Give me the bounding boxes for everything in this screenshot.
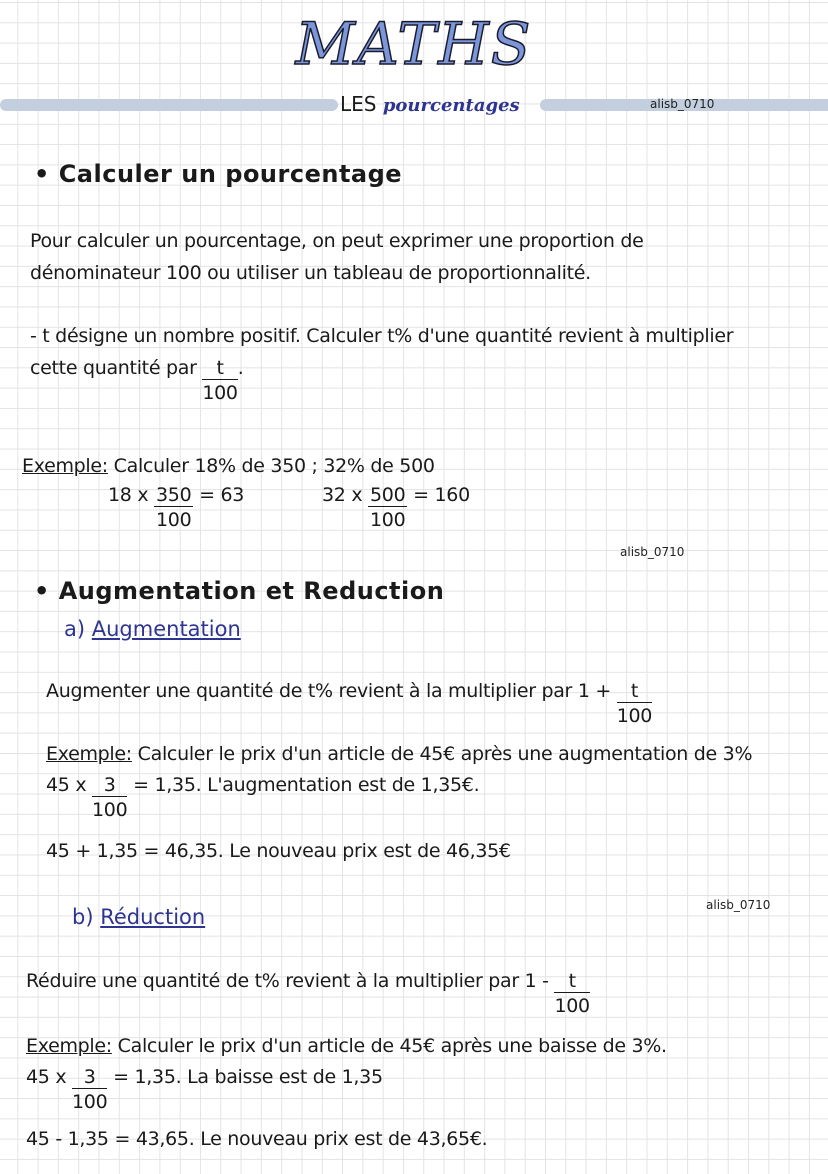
subtitle-prefix: LES	[340, 92, 377, 116]
text-line	[30, 357, 243, 406]
text: 45 x	[46, 774, 87, 796]
header-band-left	[0, 99, 338, 111]
subsection-reduction	[72, 905, 205, 929]
numerator: 3	[92, 774, 127, 797]
fraction	[617, 680, 652, 729]
fraction	[368, 484, 407, 533]
subsection-augmentation	[64, 617, 241, 641]
fraction	[202, 357, 237, 406]
text-line	[46, 680, 652, 729]
section-heading-calculer: • Calculer un pourcentage	[34, 160, 403, 188]
watermark: alisb_0710	[620, 545, 685, 559]
example-line	[26, 1035, 667, 1057]
text: = 63	[199, 484, 245, 506]
text-line: Pour calculer un pourcentage, on peut exprimer une proportion de	[30, 230, 644, 252]
example-label: Exemple:	[26, 1035, 112, 1057]
text: 45 x	[26, 1066, 67, 1088]
fraction	[72, 1066, 107, 1115]
numerator: t	[554, 970, 589, 993]
text: b)	[72, 905, 101, 929]
example-label: Exemple:	[22, 455, 108, 477]
page-subtitle	[340, 92, 520, 116]
text: Réduire une quantité de t% revient à la multiplier par 1 -	[26, 970, 549, 992]
denominator: 100	[156, 509, 192, 531]
numerator: 3	[72, 1066, 107, 1089]
example-line	[46, 743, 752, 765]
watermark: alisb_0710	[706, 898, 771, 912]
denominator: 100	[202, 382, 238, 404]
fraction	[154, 484, 193, 533]
text: Augmenter une quantité de t% revient à la multiplier par 1 +	[46, 680, 611, 702]
calc-line	[322, 484, 470, 533]
page-title: MATHS	[295, 10, 533, 78]
numerator: 350	[156, 484, 192, 506]
text: = 1,35. La baisse est de 1,35	[113, 1066, 383, 1088]
text: = 1,35. L'augmentation est de 1,35€.	[133, 774, 480, 796]
denominator: 100	[554, 995, 590, 1017]
text: Calculer 18% de 350 ; 32% de 500	[107, 455, 435, 477]
text: cette quantité par	[30, 357, 197, 379]
numerator: t	[202, 357, 237, 380]
text: = 160	[413, 484, 470, 506]
text-line: 45 + 1,35 = 46,35. Le nouveau prix est de 46,35€	[46, 840, 511, 862]
subsection-title: Réduction	[100, 905, 206, 929]
fraction	[554, 970, 589, 1019]
denominator: 100	[616, 705, 653, 727]
denominator: 100	[92, 799, 128, 821]
calc-line	[46, 774, 479, 823]
text-line: 45 - 1,35 = 43,65. Le nouveau prix est de 43,65€.	[26, 1128, 488, 1150]
text: 32 x	[322, 484, 363, 506]
fraction	[92, 774, 127, 823]
numerator: t	[617, 680, 652, 703]
example-label: Exemple:	[46, 743, 132, 765]
text: Calculer le prix d'un article de 45€ après une baisse de 3%.	[111, 1035, 667, 1057]
section-heading-augmentation-reduction: • Augmentation et Reduction	[34, 577, 445, 605]
text: .	[237, 357, 244, 379]
text-line: - t désigne un nombre positif. Calculer t% d'une quantité revient à multiplier	[30, 325, 734, 347]
denominator: 100	[72, 1091, 108, 1113]
calc-line	[26, 1066, 383, 1115]
example-line	[22, 455, 435, 477]
text: a)	[64, 617, 92, 641]
subsection-title: Augmentation	[91, 617, 241, 641]
watermark: alisb_0710	[650, 97, 715, 111]
text: Calculer le prix d'un article de 45€ après une augmentation de 3%	[131, 743, 753, 765]
denominator: 100	[370, 509, 406, 531]
subtitle-topic: pourcentages	[382, 95, 520, 116]
text: 18 x	[108, 484, 149, 506]
text-line: dénominateur 100 ou utiliser un tableau de proportionnalité.	[30, 262, 591, 284]
text-line	[26, 970, 590, 1019]
calc-line	[108, 484, 244, 533]
numerator: 500	[370, 484, 406, 506]
